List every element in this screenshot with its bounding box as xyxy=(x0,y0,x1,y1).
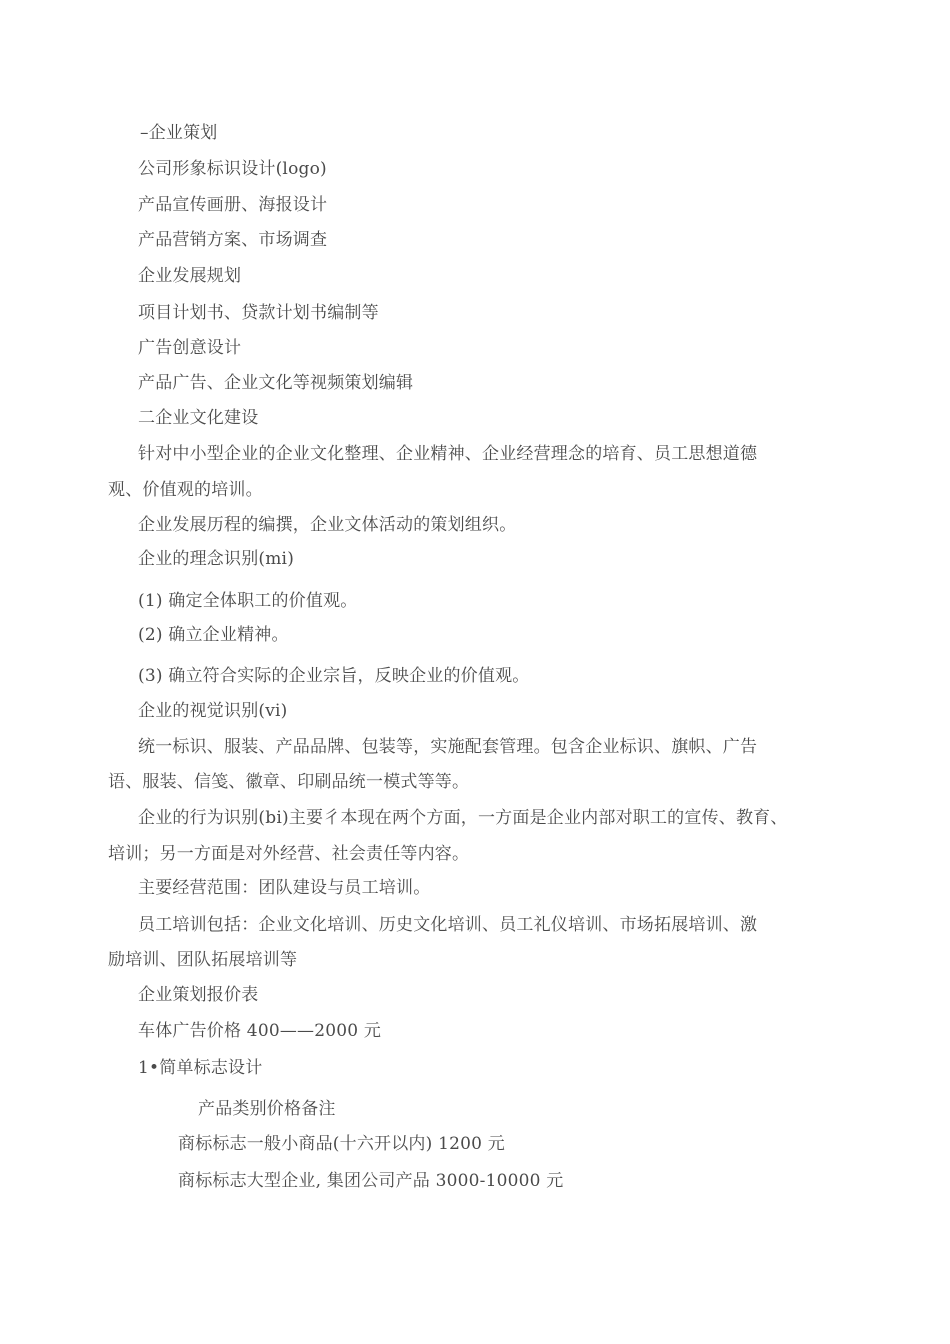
list-item: 产品营销方案、市场调查 xyxy=(138,230,328,250)
list-item: 公司形象标识设计(logo) xyxy=(138,159,327,179)
table-row: 商标标志一般小商品(十六开以内) 1200 元 xyxy=(178,1134,505,1154)
list-item: (3) 确立符合实际的企业宗旨，反映企业的价值观。 xyxy=(138,666,530,686)
list-item: 广告创意设计 xyxy=(138,338,242,358)
paragraph-line: 员工培训包括：企业文化培训、历史文化培训、员工礼仪培训、市场拓展培训、激 xyxy=(138,915,758,935)
paragraph-line: 励培训、团队拓展培训等 xyxy=(108,950,298,970)
paragraph-line: 企业的行为识别(bi)主要彳本现在两个方面，一方面是企业内部对职工的宣传、教育、 xyxy=(138,808,788,828)
paragraph-line: 观、价值观的培训。 xyxy=(108,480,263,500)
list-item: 产品广告、企业文化等视频策划编辑 xyxy=(138,373,414,393)
paragraph-line: 企业发展历程的编撰，企业文体活动的策划组织。 xyxy=(138,515,517,535)
price-line: 车体广告价格 400——2000 元 xyxy=(138,1021,382,1041)
heading-vi: 企业的视觉识别(vi) xyxy=(138,701,288,721)
list-item: 项目计划书、贷款计划书编制等 xyxy=(138,303,379,323)
table-header: 产品类别价格备注 xyxy=(198,1099,336,1119)
list-item: 1•简单标志设计 xyxy=(138,1058,263,1078)
paragraph-line: 针对中小型企业的企业文化整理、企业精神、企业经营理念的培育、员工思想道德 xyxy=(138,444,758,464)
paragraph-line: 语、服装、信笺、徽章、印刷品统一模式等等。 xyxy=(108,772,470,792)
list-item: (1) 确定全体职工的价值观。 xyxy=(138,591,358,611)
heading-corporate-culture: 二企业文化建设 xyxy=(138,408,259,428)
list-item: (2) 确立企业精神。 xyxy=(138,625,289,645)
paragraph-line: 统一标识、服装、产品品牌、包装等，实施配套管理。包含企业标识、旗帜、广告 xyxy=(138,737,758,757)
list-item: 企业发展规划 xyxy=(138,266,242,286)
heading-mi: 企业的理念识别(mi) xyxy=(138,549,295,569)
heading-price-table: 企业策划报价表 xyxy=(138,985,259,1005)
list-item: 产品宣传画册、海报设计 xyxy=(138,195,328,215)
paragraph-line: 主要经营范围：团队建设与员工培训。 xyxy=(138,878,431,898)
paragraph-line: 培训；另一方面是对外经营、社会责任等内容。 xyxy=(108,844,470,864)
table-row: 商标标志大型企业, 集团公司产品 3000-10000 元 xyxy=(178,1171,564,1191)
heading-enterprise-planning: –企业策划 xyxy=(140,123,218,143)
